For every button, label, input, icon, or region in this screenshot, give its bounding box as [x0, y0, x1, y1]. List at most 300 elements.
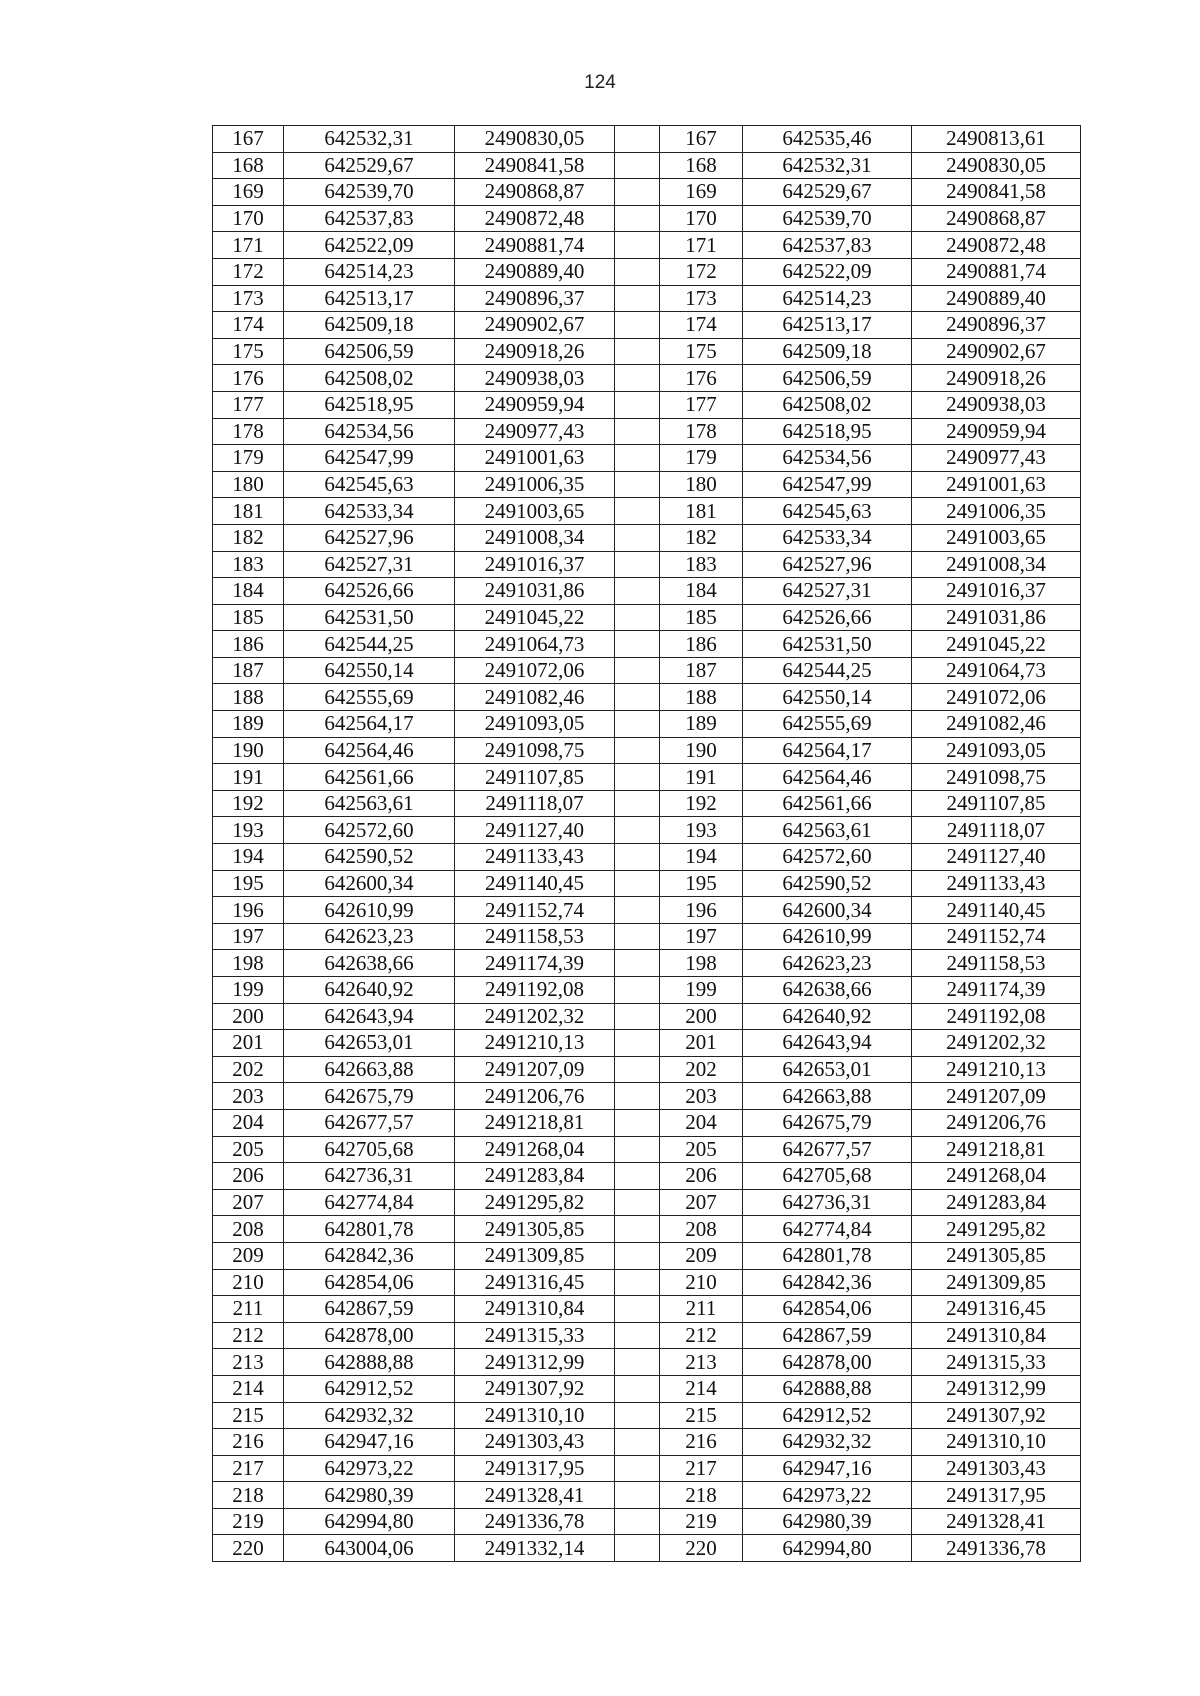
x-coordinate-cell: 642527,96 — [284, 524, 455, 551]
prev-x-coordinate-cell: 642590,52 — [743, 870, 912, 897]
prev-y-coordinate-cell: 2490896,37 — [912, 312, 1081, 339]
y-coordinate-cell: 2491295,82 — [455, 1189, 615, 1216]
prev-x-coordinate-cell: 642867,59 — [743, 1322, 912, 1349]
x-coordinate-cell: 642537,83 — [284, 205, 455, 232]
prev-point-number-cell: 188 — [660, 684, 743, 711]
y-coordinate-cell: 2491316,45 — [455, 1269, 615, 1296]
empty-separator-cell — [615, 1375, 660, 1402]
coordinates-table — [212, 125, 1081, 1562]
prev-x-coordinate-cell: 642506,59 — [743, 365, 912, 392]
point-number-cell: 216 — [213, 1429, 284, 1456]
empty-separator-cell — [615, 1083, 660, 1110]
empty-separator-cell — [615, 445, 660, 472]
y-coordinate-cell: 2490889,40 — [455, 258, 615, 285]
empty-separator-cell — [615, 578, 660, 605]
empty-separator-cell — [615, 897, 660, 924]
table-row — [213, 950, 1081, 977]
coordinates-table-body — [213, 126, 1081, 1562]
table-row — [213, 1189, 1081, 1216]
prev-y-coordinate-cell: 2491098,75 — [912, 764, 1081, 791]
prev-point-number-cell: 167 — [660, 126, 743, 153]
y-coordinate-cell: 2490902,67 — [455, 312, 615, 339]
point-number-cell: 174 — [213, 312, 284, 339]
table-row — [213, 1109, 1081, 1136]
point-number-cell: 209 — [213, 1242, 284, 1269]
table-row — [213, 1163, 1081, 1190]
prev-point-number-cell: 196 — [660, 897, 743, 924]
y-coordinate-cell: 2491107,85 — [455, 764, 615, 791]
prev-y-coordinate-cell: 2491107,85 — [912, 790, 1081, 817]
table-row — [213, 471, 1081, 498]
empty-separator-cell — [615, 232, 660, 259]
prev-x-coordinate-cell: 642555,69 — [743, 711, 912, 738]
prev-point-number-cell: 200 — [660, 1003, 743, 1030]
x-coordinate-cell: 642774,84 — [284, 1189, 455, 1216]
prev-x-coordinate-cell: 642544,25 — [743, 657, 912, 684]
prev-y-coordinate-cell: 2491312,99 — [912, 1375, 1081, 1402]
prev-point-number-cell: 175 — [660, 338, 743, 365]
empty-separator-cell — [615, 711, 660, 738]
y-coordinate-cell: 2491082,46 — [455, 684, 615, 711]
y-coordinate-cell: 2490938,03 — [455, 365, 615, 392]
empty-separator-cell — [615, 551, 660, 578]
prev-y-coordinate-cell: 2490841,58 — [912, 179, 1081, 206]
prev-x-coordinate-cell: 642736,31 — [743, 1189, 912, 1216]
point-number-cell: 170 — [213, 205, 284, 232]
point-number-cell: 192 — [213, 790, 284, 817]
table-row — [213, 498, 1081, 525]
prev-x-coordinate-cell: 642539,70 — [743, 205, 912, 232]
y-coordinate-cell: 2491206,76 — [455, 1083, 615, 1110]
x-coordinate-cell: 642572,60 — [284, 817, 455, 844]
prev-x-coordinate-cell: 642513,17 — [743, 312, 912, 339]
prev-x-coordinate-cell: 642643,94 — [743, 1030, 912, 1057]
point-number-cell: 208 — [213, 1216, 284, 1243]
prev-y-coordinate-cell: 2490902,67 — [912, 338, 1081, 365]
table-row — [213, 923, 1081, 950]
prev-x-coordinate-cell: 642912,52 — [743, 1402, 912, 1429]
empty-separator-cell — [615, 258, 660, 285]
table-row — [213, 764, 1081, 791]
prev-x-coordinate-cell: 642547,99 — [743, 471, 912, 498]
table-row — [213, 1349, 1081, 1376]
y-coordinate-cell: 2490918,26 — [455, 338, 615, 365]
prev-point-number-cell: 195 — [660, 870, 743, 897]
y-coordinate-cell: 2491283,84 — [455, 1163, 615, 1190]
table-row — [213, 152, 1081, 179]
prev-point-number-cell: 178 — [660, 418, 743, 445]
point-number-cell: 220 — [213, 1535, 284, 1562]
x-coordinate-cell: 642736,31 — [284, 1163, 455, 1190]
prev-point-number-cell: 205 — [660, 1136, 743, 1163]
table-row — [213, 1482, 1081, 1509]
prev-point-number-cell: 210 — [660, 1269, 743, 1296]
empty-separator-cell — [615, 1163, 660, 1190]
prev-y-coordinate-cell: 2490813,61 — [912, 126, 1081, 153]
point-number-cell: 172 — [213, 258, 284, 285]
empty-separator-cell — [615, 205, 660, 232]
prev-x-coordinate-cell: 642564,17 — [743, 737, 912, 764]
empty-separator-cell — [615, 1402, 660, 1429]
y-coordinate-cell: 2491008,34 — [455, 524, 615, 551]
prev-y-coordinate-cell: 2491008,34 — [912, 551, 1081, 578]
y-coordinate-cell: 2490977,43 — [455, 418, 615, 445]
point-number-cell: 182 — [213, 524, 284, 551]
y-coordinate-cell: 2490868,87 — [455, 179, 615, 206]
prev-point-number-cell: 209 — [660, 1242, 743, 1269]
x-coordinate-cell: 642532,31 — [284, 126, 455, 153]
y-coordinate-cell: 2490830,05 — [455, 126, 615, 153]
x-coordinate-cell: 642878,00 — [284, 1322, 455, 1349]
prev-y-coordinate-cell: 2491064,73 — [912, 657, 1081, 684]
table-row — [213, 790, 1081, 817]
x-coordinate-cell: 642547,99 — [284, 445, 455, 472]
x-coordinate-cell: 642854,06 — [284, 1269, 455, 1296]
table-row — [213, 631, 1081, 658]
y-coordinate-cell: 2491158,53 — [455, 923, 615, 950]
prev-point-number-cell: 207 — [660, 1189, 743, 1216]
prev-x-coordinate-cell: 642561,66 — [743, 790, 912, 817]
point-number-cell: 176 — [213, 365, 284, 392]
prev-y-coordinate-cell: 2491016,37 — [912, 578, 1081, 605]
empty-separator-cell — [615, 1269, 660, 1296]
point-number-cell: 203 — [213, 1083, 284, 1110]
prev-x-coordinate-cell: 642550,14 — [743, 684, 912, 711]
x-coordinate-cell: 642522,09 — [284, 232, 455, 259]
empty-separator-cell — [615, 126, 660, 153]
prev-y-coordinate-cell: 2491118,07 — [912, 817, 1081, 844]
table-row — [213, 604, 1081, 631]
point-number-cell: 199 — [213, 977, 284, 1004]
prev-y-coordinate-cell: 2491082,46 — [912, 711, 1081, 738]
empty-separator-cell — [615, 604, 660, 631]
prev-point-number-cell: 182 — [660, 524, 743, 551]
prev-y-coordinate-cell: 2490868,87 — [912, 205, 1081, 232]
x-coordinate-cell: 642531,50 — [284, 604, 455, 631]
table-row — [213, 365, 1081, 392]
prev-x-coordinate-cell: 642994,80 — [743, 1535, 912, 1562]
x-coordinate-cell: 642623,23 — [284, 923, 455, 950]
y-coordinate-cell: 2491268,04 — [455, 1136, 615, 1163]
y-coordinate-cell: 2490841,58 — [455, 152, 615, 179]
prev-x-coordinate-cell: 642973,22 — [743, 1482, 912, 1509]
prev-x-coordinate-cell: 642774,84 — [743, 1216, 912, 1243]
table-row — [213, 1508, 1081, 1535]
empty-separator-cell — [615, 1535, 660, 1562]
x-coordinate-cell: 642888,88 — [284, 1349, 455, 1376]
table-row — [213, 445, 1081, 472]
prev-x-coordinate-cell: 642888,88 — [743, 1375, 912, 1402]
prev-x-coordinate-cell: 642610,99 — [743, 923, 912, 950]
prev-x-coordinate-cell: 642564,46 — [743, 764, 912, 791]
prev-x-coordinate-cell: 642563,61 — [743, 817, 912, 844]
prev-x-coordinate-cell: 642663,88 — [743, 1083, 912, 1110]
prev-y-coordinate-cell: 2490938,03 — [912, 391, 1081, 418]
y-coordinate-cell: 2491310,10 — [455, 1402, 615, 1429]
prev-x-coordinate-cell: 642675,79 — [743, 1109, 912, 1136]
point-number-cell: 200 — [213, 1003, 284, 1030]
prev-y-coordinate-cell: 2491031,86 — [912, 604, 1081, 631]
empty-separator-cell — [615, 1030, 660, 1057]
table-row — [213, 977, 1081, 1004]
prev-point-number-cell: 171 — [660, 232, 743, 259]
point-number-cell: 211 — [213, 1296, 284, 1323]
empty-separator-cell — [615, 312, 660, 339]
table-row — [213, 1136, 1081, 1163]
prev-y-coordinate-cell: 2490830,05 — [912, 152, 1081, 179]
prev-y-coordinate-cell: 2491310,84 — [912, 1322, 1081, 1349]
prev-point-number-cell: 206 — [660, 1163, 743, 1190]
empty-separator-cell — [615, 338, 660, 365]
prev-y-coordinate-cell: 2491207,09 — [912, 1083, 1081, 1110]
table-row — [213, 711, 1081, 738]
y-coordinate-cell: 2491093,05 — [455, 711, 615, 738]
point-number-cell: 183 — [213, 551, 284, 578]
table-row — [213, 524, 1081, 551]
point-number-cell: 178 — [213, 418, 284, 445]
prev-x-coordinate-cell: 642842,36 — [743, 1269, 912, 1296]
y-coordinate-cell: 2491127,40 — [455, 817, 615, 844]
y-coordinate-cell: 2490959,94 — [455, 391, 615, 418]
y-coordinate-cell: 2491133,43 — [455, 844, 615, 871]
point-number-cell: 171 — [213, 232, 284, 259]
prev-y-coordinate-cell: 2491305,85 — [912, 1242, 1081, 1269]
prev-point-number-cell: 180 — [660, 471, 743, 498]
y-coordinate-cell: 2491328,41 — [455, 1482, 615, 1509]
y-coordinate-cell: 2491332,14 — [455, 1535, 615, 1562]
point-number-cell: 184 — [213, 578, 284, 605]
empty-separator-cell — [615, 418, 660, 445]
y-coordinate-cell: 2491118,07 — [455, 790, 615, 817]
prev-x-coordinate-cell: 642572,60 — [743, 844, 912, 871]
y-coordinate-cell: 2490881,74 — [455, 232, 615, 259]
prev-point-number-cell: 172 — [660, 258, 743, 285]
x-coordinate-cell: 642506,59 — [284, 338, 455, 365]
prev-point-number-cell: 190 — [660, 737, 743, 764]
empty-separator-cell — [615, 1003, 660, 1030]
table-row — [213, 391, 1081, 418]
x-coordinate-cell: 642640,92 — [284, 977, 455, 1004]
table-row — [213, 1296, 1081, 1323]
prev-point-number-cell: 214 — [660, 1375, 743, 1402]
prev-point-number-cell: 189 — [660, 711, 743, 738]
point-number-cell: 204 — [213, 1109, 284, 1136]
y-coordinate-cell: 2491305,85 — [455, 1216, 615, 1243]
empty-separator-cell — [615, 923, 660, 950]
x-coordinate-cell: 642610,99 — [284, 897, 455, 924]
table-row — [213, 684, 1081, 711]
x-coordinate-cell: 642705,68 — [284, 1136, 455, 1163]
prev-y-coordinate-cell: 2491328,41 — [912, 1508, 1081, 1535]
x-coordinate-cell: 642947,16 — [284, 1429, 455, 1456]
y-coordinate-cell: 2491152,74 — [455, 897, 615, 924]
empty-separator-cell — [615, 498, 660, 525]
table-row — [213, 1083, 1081, 1110]
table-row — [213, 232, 1081, 259]
x-coordinate-cell: 642590,52 — [284, 844, 455, 871]
prev-y-coordinate-cell: 2491174,39 — [912, 977, 1081, 1004]
table-row — [213, 1269, 1081, 1296]
table-row — [213, 205, 1081, 232]
prev-point-number-cell: 219 — [660, 1508, 743, 1535]
prev-point-number-cell: 173 — [660, 285, 743, 312]
y-coordinate-cell: 2491312,99 — [455, 1349, 615, 1376]
table-row — [213, 1030, 1081, 1057]
empty-separator-cell — [615, 1349, 660, 1376]
y-coordinate-cell: 2490896,37 — [455, 285, 615, 312]
x-coordinate-cell: 642550,14 — [284, 657, 455, 684]
table-row — [213, 1216, 1081, 1243]
x-coordinate-cell: 642801,78 — [284, 1216, 455, 1243]
prev-y-coordinate-cell: 2491268,04 — [912, 1163, 1081, 1190]
point-number-cell: 195 — [213, 870, 284, 897]
table-row — [213, 1242, 1081, 1269]
empty-separator-cell — [615, 179, 660, 206]
prev-x-coordinate-cell: 642878,00 — [743, 1349, 912, 1376]
prev-y-coordinate-cell: 2491316,45 — [912, 1296, 1081, 1323]
prev-y-coordinate-cell: 2491336,78 — [912, 1535, 1081, 1562]
empty-separator-cell — [615, 977, 660, 1004]
prev-y-coordinate-cell: 2490872,48 — [912, 232, 1081, 259]
prev-x-coordinate-cell: 642508,02 — [743, 391, 912, 418]
x-coordinate-cell: 642638,66 — [284, 950, 455, 977]
prev-y-coordinate-cell: 2491093,05 — [912, 737, 1081, 764]
point-number-cell: 181 — [213, 498, 284, 525]
point-number-cell: 190 — [213, 737, 284, 764]
prev-y-coordinate-cell: 2490977,43 — [912, 445, 1081, 472]
y-coordinate-cell: 2491140,45 — [455, 870, 615, 897]
prev-x-coordinate-cell: 642527,96 — [743, 551, 912, 578]
empty-separator-cell — [615, 684, 660, 711]
point-number-cell: 194 — [213, 844, 284, 871]
prev-point-number-cell: 187 — [660, 657, 743, 684]
x-coordinate-cell: 643004,06 — [284, 1535, 455, 1562]
x-coordinate-cell: 642545,63 — [284, 471, 455, 498]
prev-x-coordinate-cell: 642801,78 — [743, 1242, 912, 1269]
prev-y-coordinate-cell: 2491192,08 — [912, 1003, 1081, 1030]
empty-separator-cell — [615, 152, 660, 179]
prev-point-number-cell: 208 — [660, 1216, 743, 1243]
empty-separator-cell — [615, 1189, 660, 1216]
x-coordinate-cell: 642980,39 — [284, 1482, 455, 1509]
empty-separator-cell — [615, 1429, 660, 1456]
prev-y-coordinate-cell: 2491140,45 — [912, 897, 1081, 924]
table-row — [213, 844, 1081, 871]
y-coordinate-cell: 2491064,73 — [455, 631, 615, 658]
prev-point-number-cell: 168 — [660, 152, 743, 179]
x-coordinate-cell: 642563,61 — [284, 790, 455, 817]
x-coordinate-cell: 642932,32 — [284, 1402, 455, 1429]
point-number-cell: 196 — [213, 897, 284, 924]
point-number-cell: 214 — [213, 1375, 284, 1402]
table-row — [213, 897, 1081, 924]
table-row — [213, 312, 1081, 339]
x-coordinate-cell: 642564,46 — [284, 737, 455, 764]
point-number-cell: 180 — [213, 471, 284, 498]
point-number-cell: 173 — [213, 285, 284, 312]
prev-y-coordinate-cell: 2490881,74 — [912, 258, 1081, 285]
x-coordinate-cell: 642509,18 — [284, 312, 455, 339]
point-number-cell: 219 — [213, 1508, 284, 1535]
x-coordinate-cell: 642561,66 — [284, 764, 455, 791]
prev-point-number-cell: 186 — [660, 631, 743, 658]
prev-y-coordinate-cell: 2491202,32 — [912, 1030, 1081, 1057]
x-coordinate-cell: 642643,94 — [284, 1003, 455, 1030]
empty-separator-cell — [615, 1136, 660, 1163]
prev-x-coordinate-cell: 642518,95 — [743, 418, 912, 445]
x-coordinate-cell: 642564,17 — [284, 711, 455, 738]
prev-x-coordinate-cell: 642653,01 — [743, 1056, 912, 1083]
prev-point-number-cell: 181 — [660, 498, 743, 525]
prev-x-coordinate-cell: 642537,83 — [743, 232, 912, 259]
prev-y-coordinate-cell: 2491072,06 — [912, 684, 1081, 711]
x-coordinate-cell: 642675,79 — [284, 1083, 455, 1110]
y-coordinate-cell: 2491003,65 — [455, 498, 615, 525]
y-coordinate-cell: 2491174,39 — [455, 950, 615, 977]
point-number-cell: 186 — [213, 631, 284, 658]
prev-point-number-cell: 176 — [660, 365, 743, 392]
empty-separator-cell — [615, 285, 660, 312]
y-coordinate-cell: 2491303,43 — [455, 1429, 615, 1456]
x-coordinate-cell: 642653,01 — [284, 1030, 455, 1057]
point-number-cell: 210 — [213, 1269, 284, 1296]
prev-point-number-cell: 202 — [660, 1056, 743, 1083]
prev-x-coordinate-cell: 642535,46 — [743, 126, 912, 153]
x-coordinate-cell: 642912,52 — [284, 1375, 455, 1402]
point-number-cell: 187 — [213, 657, 284, 684]
x-coordinate-cell: 642544,25 — [284, 631, 455, 658]
page-number: 124 — [584, 72, 616, 93]
table-row — [213, 1322, 1081, 1349]
prev-y-coordinate-cell: 2491006,35 — [912, 498, 1081, 525]
prev-x-coordinate-cell: 642623,23 — [743, 950, 912, 977]
y-coordinate-cell: 2491098,75 — [455, 737, 615, 764]
prev-x-coordinate-cell: 642638,66 — [743, 977, 912, 1004]
empty-separator-cell — [615, 1216, 660, 1243]
point-number-cell: 206 — [213, 1163, 284, 1190]
x-coordinate-cell: 642994,80 — [284, 1508, 455, 1535]
prev-y-coordinate-cell: 2491152,74 — [912, 923, 1081, 950]
prev-y-coordinate-cell: 2491283,84 — [912, 1189, 1081, 1216]
table-row — [213, 1429, 1081, 1456]
empty-separator-cell — [615, 950, 660, 977]
prev-y-coordinate-cell: 2491309,85 — [912, 1269, 1081, 1296]
empty-separator-cell — [615, 844, 660, 871]
table-row — [213, 1455, 1081, 1482]
prev-point-number-cell: 211 — [660, 1296, 743, 1323]
table-row — [213, 578, 1081, 605]
prev-point-number-cell: 201 — [660, 1030, 743, 1057]
prev-x-coordinate-cell: 642532,31 — [743, 152, 912, 179]
empty-separator-cell — [615, 524, 660, 551]
prev-point-number-cell: 185 — [660, 604, 743, 631]
empty-separator-cell — [615, 817, 660, 844]
prev-x-coordinate-cell: 642705,68 — [743, 1163, 912, 1190]
prev-y-coordinate-cell: 2490959,94 — [912, 418, 1081, 445]
prev-y-coordinate-cell: 2490918,26 — [912, 365, 1081, 392]
y-coordinate-cell: 2491218,81 — [455, 1109, 615, 1136]
prev-y-coordinate-cell: 2491206,76 — [912, 1109, 1081, 1136]
y-coordinate-cell: 2490872,48 — [455, 205, 615, 232]
prev-point-number-cell: 199 — [660, 977, 743, 1004]
prev-point-number-cell: 191 — [660, 764, 743, 791]
prev-point-number-cell: 192 — [660, 790, 743, 817]
table-row — [213, 1535, 1081, 1562]
prev-y-coordinate-cell: 2491003,65 — [912, 524, 1081, 551]
x-coordinate-cell: 642529,67 — [284, 152, 455, 179]
y-coordinate-cell: 2491001,63 — [455, 445, 615, 472]
prev-point-number-cell: 193 — [660, 817, 743, 844]
